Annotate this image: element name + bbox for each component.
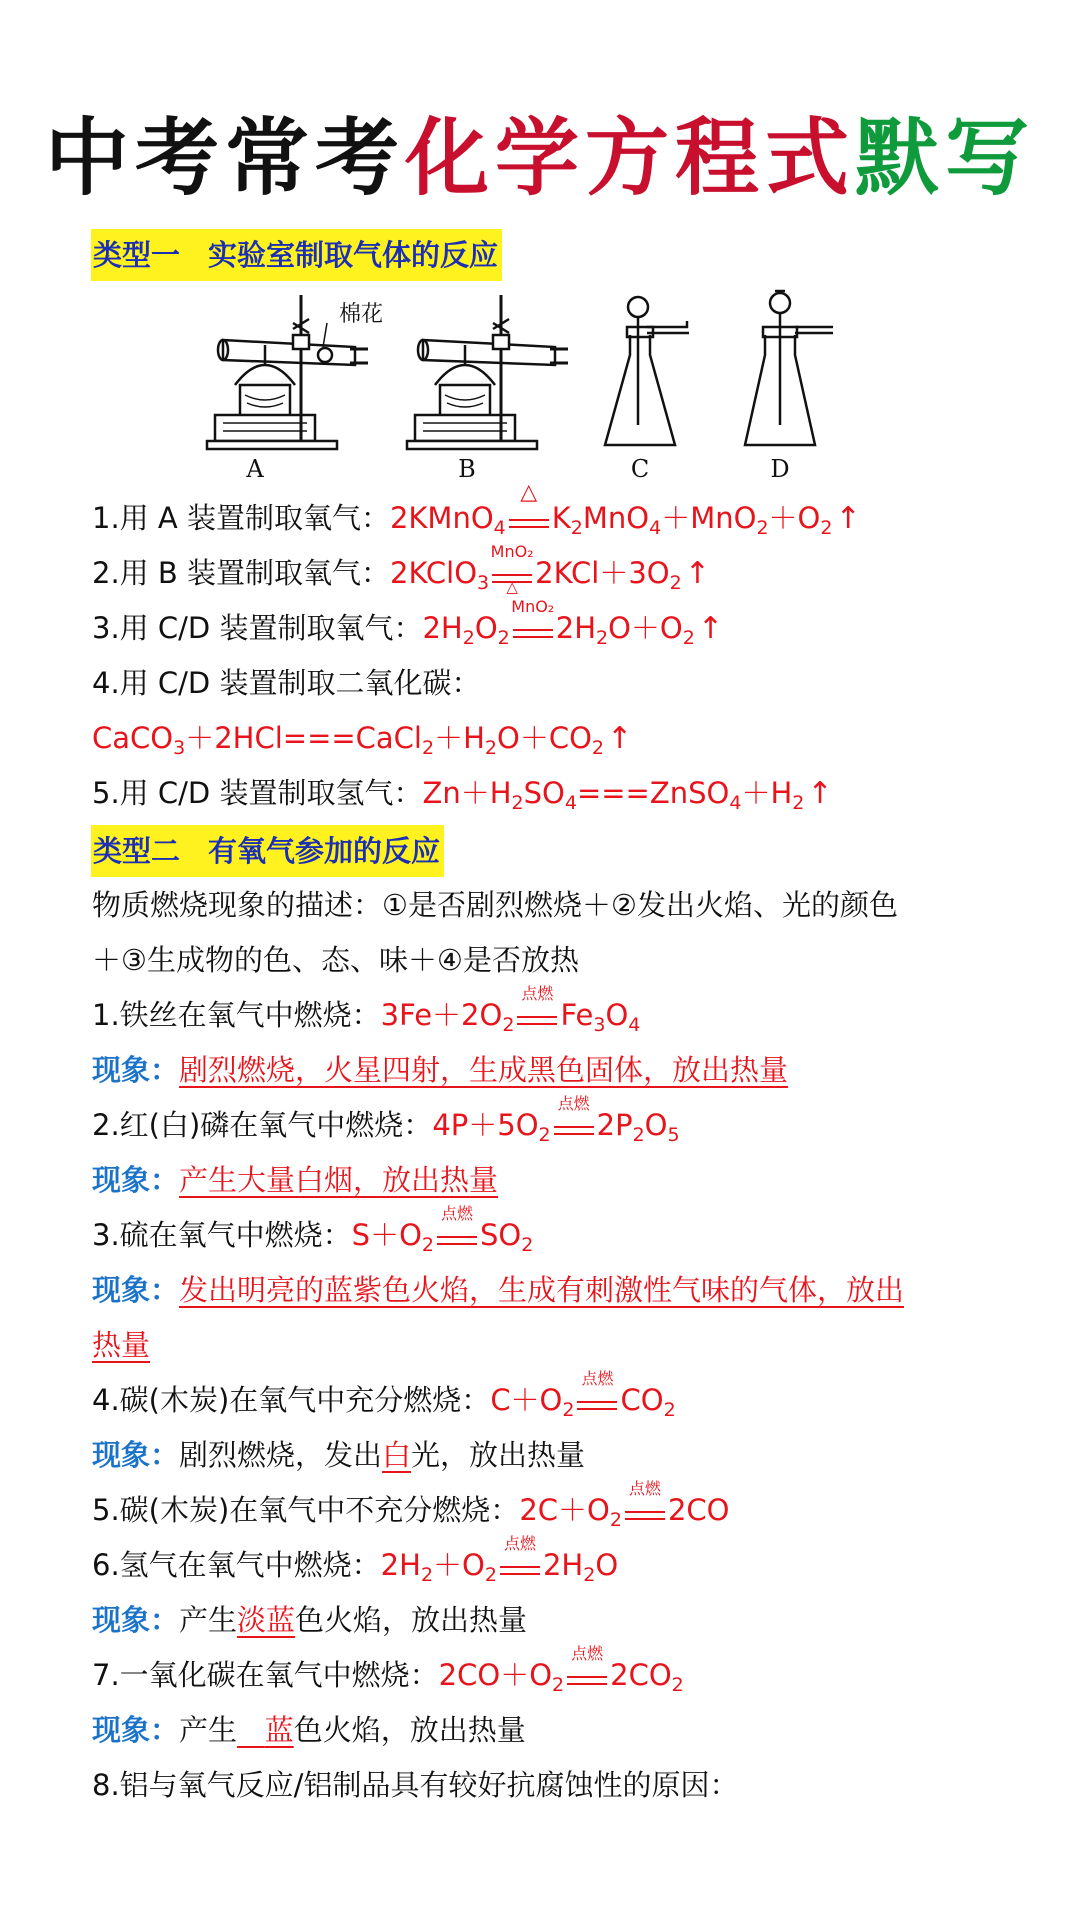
phenomenon-label: 现象： [92,1053,180,1087]
s2-question-5 [92,1479,730,1535]
s2-p3b-text: 热量 [92,1328,151,1362]
s1-question-3 [92,597,723,654]
s2-q3-text: 3.硫在氧气中燃烧： [92,1218,352,1252]
phenomenon-label: 现象： [92,1273,180,1307]
s2-q8-text: 8.铝与氧气反应/铝制品具有较好抗腐蚀性的原因： [92,1768,739,1802]
cotton-label: 棉花 [339,302,384,327]
s2-p6b-text: 淡蓝 [237,1603,296,1637]
page-title [0,108,1080,208]
s2-eq-5: $2C+O_2$ 点燃 2CO [519,1479,730,1531]
s2-p3a-text: 发出明亮的蓝紫色火焰，生成有刺激性气味的气体，放出 [179,1273,905,1307]
section-2-title: 有氧气参加的反应 [208,834,441,868]
s1-eq-5: $Zn+H_2SO_4===ZnSO_4+H_2$ ↑ [422,776,833,814]
s1-question-5 [92,768,832,819]
s1-q3-text: 3.用 C/D 装置制取氧气： [92,611,423,645]
s2-p2-text: 产生大量白烟，放出热量 [179,1163,499,1197]
s2-eq-2: $4P+5O_2$ 点燃 $2P_2O_5$ [432,1094,680,1146]
s2-eq-3: $S+O_2$ 点燃 $SO_2$ [351,1204,534,1256]
s2-p7c-text: 色火焰，放出热量 [293,1713,526,1747]
label-d: D [770,455,790,483]
s2-question-1 [92,984,641,1040]
phenomenon-label: 现象： [92,1713,180,1747]
s1-eq-3: $2H_2O_2$ MnO₂ $2H_2O+O_2$ ↑ [422,597,723,649]
label-b: B [458,455,476,483]
s2-question-6 [92,1534,619,1590]
title-part-1: 中考常考 [44,109,405,207]
s1-question-1 [92,480,861,544]
apparatus-b [407,295,568,449]
s2-p4a-text: 剧烈燃烧，发出 [179,1438,383,1472]
s2-phenomenon-6 [92,1595,527,1645]
s2-p7a-text: 产生 [179,1713,238,1747]
s2-eq-4: $C+O_2$ 点燃 $CO_2$ [490,1369,676,1421]
apparatus-d [745,291,833,445]
s2-p1-text: 剧烈燃烧，火星四射，生成黑色固体，放出热量 [179,1053,789,1087]
section-1-title: 实验室制取气体的反应 [208,238,499,272]
s2-p4b-text: 白 [382,1438,412,1472]
label-a: A [246,455,264,483]
s2-q1-text: 1.铁丝在氧气中燃烧： [92,998,381,1032]
s1-eq-4: $CaCO_3+2HCl===CaCl_2+H_2O+CO_2$ ↑ [92,721,633,759]
s2-q6-text: 6.氢气在氧气中燃烧： [92,1548,381,1582]
label-c: C [630,455,650,483]
s2-q4-text: 4.碳(木炭)在氧气中充分燃烧： [92,1383,491,1417]
title-part-3: 默写 [855,109,1036,207]
s1-eq-1: 2KMnO$_4$ △ $K_2MnO_4+MnO_2+O_2$ ↑ [389,480,861,539]
s1-q1-text: 1.用 A 装置制取氧气： [92,501,390,535]
s1-q2-text: 2.用 B 装置制取氧气： [92,556,391,590]
section-2-prefix: 类型二 [93,834,181,868]
s2-eq-1: $3Fe+2O_2$ 点燃 $Fe_3O_4$ [380,984,641,1036]
s2-phenomenon-2 [92,1155,498,1205]
s2-eq-6: $2H_2+O_2$ 点燃 $2H_2O$ [380,1534,619,1586]
s1-q5-text: 5.用 C/D 装置制取氢气： [92,776,423,810]
s2-question-4 [92,1369,676,1425]
s1-eq-4-line [92,713,632,764]
s2-q7-text: 7.一氧化碳在氧气中燃烧： [92,1658,439,1692]
phenomenon-label: 现象： [92,1438,180,1472]
s2-question-3 [92,1204,534,1260]
phenomenon-label: 现象： [92,1163,180,1197]
s1-question-2 [92,542,710,599]
section-1-prefix: 类型一 [93,238,181,272]
s2-question-2 [92,1094,680,1150]
section-header-1 [91,229,502,281]
s2-q5-text: 5.碳(木炭)在氧气中不充分燃烧： [92,1493,520,1527]
s2-question-7 [92,1644,684,1700]
phenomenon-label: 现象： [92,1603,180,1637]
s1-q4-text: 4.用 C/D 装置制取二氧化碳： [92,666,481,700]
s2-p6a-text: 产生 [179,1603,238,1637]
s2-q2-text: 2.红(白)磷在氧气中燃烧： [92,1108,433,1142]
s2-p6c-text: 色火焰，放出热量 [295,1603,528,1637]
section-header-2 [91,825,444,877]
apparatus-c [605,297,689,445]
s1-eq-2: 2KClO$_3$ MnO₂ △ $2KCl+3O_2$ ↑ [390,542,710,596]
s2-phenomenon-4 [92,1430,585,1480]
s2-phenomenon-3 [92,1265,904,1315]
description-line-2: ＋③生成物的色、态、味＋④是否放热 [92,943,579,977]
s2-question-8 [92,1760,738,1810]
s2-phenomenon-3-cont [92,1320,150,1370]
s2-phenomenon-1 [92,1045,788,1095]
s1-question-4 [92,658,480,708]
s2-p4c-text: 光，放出热量 [411,1438,586,1472]
apparatus-figure [195,285,895,485]
description-line-1: 物质燃烧现象的描述：①是否剧烈燃烧＋②发出火焰、光的颜色 [92,888,898,922]
s2-phenomenon-7 [92,1705,526,1755]
s2-p7b-text: 蓝 [264,1713,294,1747]
title-part-2: 化学方程式 [404,109,855,207]
s2-eq-7: $2CO+O_2$ 点燃 $2CO_2$ [438,1644,684,1696]
